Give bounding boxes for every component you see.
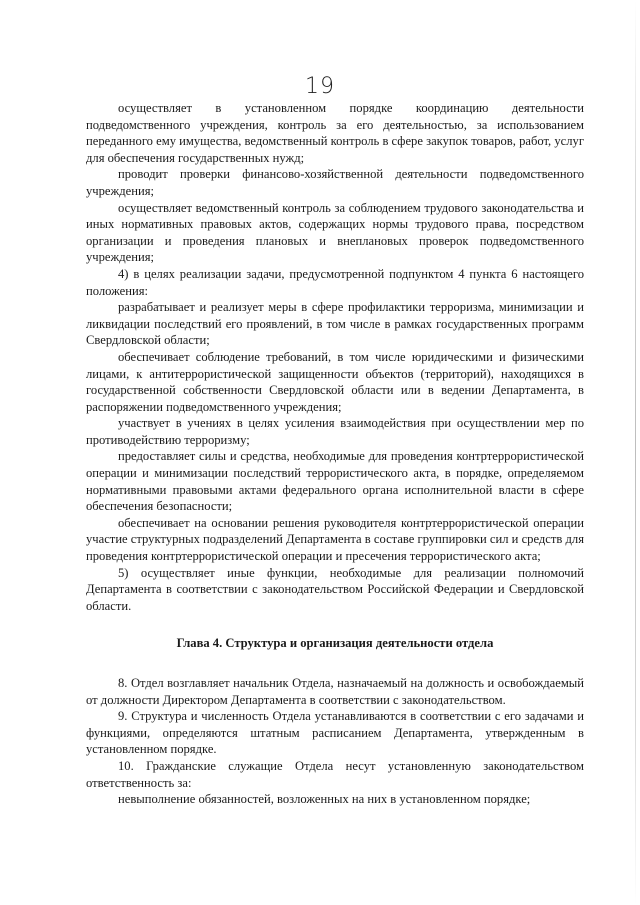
paragraph: 8. Отдел возглавляет начальник Отдела, назначаемый на должность и освобождаемый от должности Директором Департамента в соответствии с законодательством. [86, 676, 584, 707]
paragraph: предоставляет силы и средства, необходимые для проведения контртеррористической операции и минимизации последствий террористического акта, в порядке, определяемом нормативными правовыми актами федерального органа исполнительной власти в сфере обеспечения безопасности; [86, 449, 584, 514]
page-number: 19 [305, 74, 335, 99]
paragraph: 4) в целях реализации задачи, предусмотренной подпунктом 4 пункта 6 настоящего положения: [86, 266, 584, 298]
paragraph: осуществляет ведомственный контроль за соблюдением трудового законодательства и иных нормативных правовых актов, содержащих нормы трудового права, посредством организации и проведения плановых и внеплановых проверок подведомственного учреждения; [86, 200, 584, 265]
chapter-title: Глава 4. Структура и организация деятельности отдела [176, 636, 494, 651]
paragraph: 9. Структура и численность Отдела устанавливаются в соответствии с его задачами и функциями, определяются штатным расписанием Департамента, утвержденным в установленном порядке. [86, 709, 584, 757]
paragraph: обеспечивает на основании решения руководителя контртеррористической операции участие структурных подразделений Департамента в составе группировки сил и средств для проведения контртеррористической операции и пресечения террористического акта; [86, 515, 584, 564]
paragraph: 10. Гражданские служащие Отдела несут установленную законодательством ответственность за: [86, 758, 584, 790]
paragraph: проводит проверки финансово-хозяйственной деятельности подведомственного учреждения; [86, 167, 584, 198]
paragraph: невыполнение обязанностей, возложенных на них в установленном порядке; [118, 792, 531, 807]
paragraph: осуществляет в установленном порядке координацию деятельности подведомственного учреждения, контроль за его деятельностью, за использованием переданного ему имущества, ведомственный контроль в сфере закупок товаров, работ, услуг для обеспечения государственных нужд; [86, 101, 584, 165]
paragraph: разрабатывает и реализует меры в сфере профилактики терроризма, минимизации и ликвидации последствий его проявлений, в том числе в рамках государственных программ Свердловской области; [86, 300, 584, 348]
document-body [86, 100, 584, 808]
paragraph: обеспечивает соблюдение требований, в том числе юридическими и физическими лицами, к антитеррористической защищенности объектов (территорий), находящихся в государственной собственности Свердловской области или в ведении Департамента, в распоряжении подведомственного учреждения; [86, 349, 584, 414]
paragraph: участвует в учениях в целях усиления взаимодействия при осуществлении мер по противодействию терроризму; [86, 416, 584, 447]
scan-edge-line [635, 0, 636, 905]
paragraph: 5) осуществляет иные функции, необходимые для реализации полномочий Департамента в соответствии с законодательством Российской Федерации и Свердловской области. [86, 565, 584, 613]
